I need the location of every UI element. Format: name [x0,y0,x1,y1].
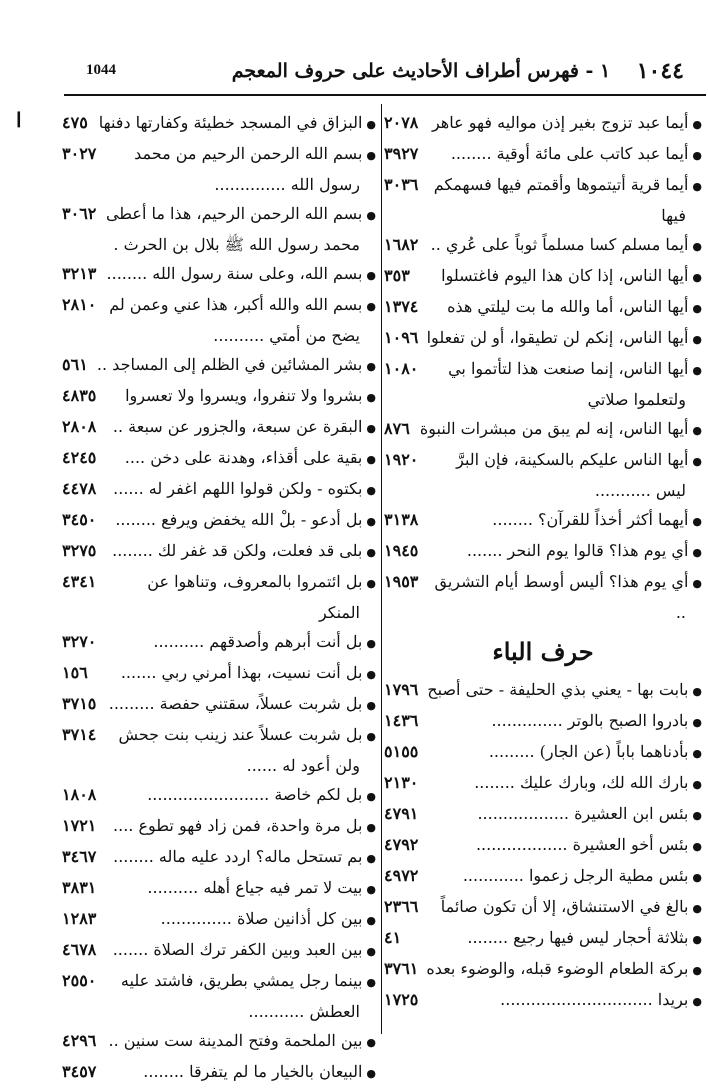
index-entry [384,354,702,414]
entry-number: ٤٧٩١ [384,804,419,823]
index-entry [62,443,376,474]
entry-label: أيها الناس، إنما صنعت هذا لتأتموا بي ولتعلموا صلاتي [448,359,689,409]
bullet-icon: ● [366,149,376,162]
entry-text [424,892,702,923]
entry-label: بشروا ولا تنفروا، ويسروا ولا تعسروا [125,386,363,405]
entry-number: ٣٢٧٠ [62,632,97,651]
bullet-icon: ● [366,883,376,896]
header-rule [64,94,706,96]
entry-number: ٤٨٣٥ [62,386,97,405]
entry-number: ٢٨١٠ [62,295,97,314]
index-entry [62,720,376,780]
index-entry [384,799,702,830]
right-entries-list [384,108,702,627]
bullet-icon: ● [692,809,702,822]
entry-number: ١٧٢٥ [384,990,419,1009]
bullet-icon: ● [692,840,702,853]
bullet-icon: ● [366,668,376,681]
entry-number: ٣١٣٨ [384,510,419,529]
index-entry [384,892,702,923]
index-entry [62,505,376,536]
index-entry [62,350,376,381]
entry-label: بادروا الصبح بالوتر .............. [491,711,689,730]
index-entry [62,780,376,811]
entry-text [424,505,702,536]
index-entry [384,505,702,536]
entry-text [102,935,376,966]
bullet-icon: ● [366,484,376,497]
bullet-icon: ● [366,577,376,590]
entry-number: ٢٠٧٨ [384,113,419,132]
entry-number: ٢٨٠٨ [62,417,97,436]
entry-label: البقرة عن سبعة، والجزور عن سبعة .. [112,417,363,436]
bullet-icon: ● [366,976,376,989]
entry-text [102,780,376,811]
bullet-icon: ● [366,546,376,559]
bullet-icon: ● [692,685,702,698]
page-number-arabic: ١٠٤٤ [636,58,684,84]
bullet-icon: ● [366,821,376,834]
section-title: حرف الباء [492,637,594,666]
entry-label: بأدناهما باباً (عن الجار) ......... [488,742,689,761]
column-divider [381,104,382,1034]
entry-label: بين الملحمة وفتح المدينة ست سنين .. [108,1031,363,1050]
index-entry [62,842,376,873]
entry-label: بين العبد وبين الكفر ترك الصلاة ....... [112,940,363,959]
index-entry [62,536,376,567]
entry-label: بثلاثة أحجار ليس فيها رجيع ........ [467,928,689,947]
bullet-icon: ● [692,515,702,528]
entry-number: ٤٧٥ [62,113,88,132]
entry-text [94,350,376,381]
entry-label: أي يوم هذا؟ أليس أوسط أيام التشريق .. [434,572,689,622]
entry-text [94,108,376,139]
index-entry [384,230,702,261]
entry-label: أيهما أكثر أخذاً للقرآن؟ ........ [492,510,689,529]
entry-text [424,737,702,768]
entry-number: ٢٣٦٦ [384,897,419,916]
bullet-icon: ● [366,300,376,313]
entry-label: بقية على أقذاء، وهدنة على دخن .... [124,448,363,467]
bullet-icon: ● [692,933,702,946]
entry-number: ٥٦١ [62,355,88,374]
index-entry [62,966,376,1026]
entry-label: بسم الله الرحمن الرحيم، هذا ما أعطى محمد رسول الله ﷺ بلال بن الحرث . [105,204,363,254]
entry-number: ٣٠٣٦ [384,175,419,194]
entry-number: ٣٤٦٧ [62,847,97,866]
entry-text [424,567,702,627]
entry-label: بالغ في الاستنشاق، إلا أن تكون صائماً [440,897,689,916]
entry-number: ١٧٩٦ [384,680,419,699]
entry-text [424,230,702,261]
entry-number: ٣٢١٣ [62,264,97,283]
entry-label: بكتوه - ولكن قولوا اللهم اغفر له ...... [113,479,363,498]
index-entry [62,381,376,412]
entry-label: بل شربت عسلاً، سقتني حفصة ......... [108,694,363,713]
left-entries-list [62,108,376,1088]
entry-text [424,830,702,861]
entry-text [102,536,376,567]
entry-label: بيت لا تمر فيه جياع أهله .......... [147,878,363,897]
entry-number: ٣٨٣١ [62,878,97,897]
entry-text [424,985,702,1016]
entry-number: ٤٣٤١ [62,572,97,591]
index-entry [62,627,376,658]
index-entry [384,445,702,505]
entry-label: أيها الناس، إنه لم يبق من مبشرات النبوة [419,419,689,438]
bullet-icon: ● [692,180,702,193]
bullet-icon: ● [692,240,702,253]
index-entry [62,904,376,935]
entry-text [102,290,376,350]
entry-label: أيها الناس، إذا كان هذا اليوم فاغتسلوا [441,266,689,285]
entry-number: ١٠٩٦ [384,328,419,347]
bullet-icon: ● [692,577,702,590]
entry-number: ٤٤٧٨ [62,479,97,498]
entry-number: ٣٠٦٢ [62,204,97,223]
bullet-icon: ● [692,778,702,791]
index-entry [384,737,702,768]
bullet-icon: ● [366,1067,376,1080]
bullet-icon: ● [692,333,702,346]
bullet-icon: ● [366,699,376,712]
bullet-icon: ● [692,118,702,131]
entry-text [424,799,702,830]
entry-number: ٤٩٧٢ [384,866,419,885]
bullet-icon: ● [366,945,376,958]
index-entry [62,873,376,904]
entry-text [102,505,376,536]
entry-text [102,873,376,904]
entry-label: أيها الناس عليكم بالسكينة، فإن البرَّ ليس ........... [456,450,689,500]
entry-text [102,381,376,412]
entry-text [102,811,376,842]
entry-number: ٥١٥٥ [384,742,419,761]
entry-text [424,323,702,354]
entry-number: ١٣٧٤ [384,297,419,316]
bullet-icon: ● [692,964,702,977]
left-column [62,108,376,1088]
bullet-icon: ● [692,149,702,162]
entry-number: ١٩٥٣ [384,572,419,591]
entry-number: ٤١ [384,928,402,947]
bullet-icon: ● [692,424,702,437]
index-entry [384,706,702,737]
index-entry [62,259,376,290]
entry-label: بسم الله الرحمن الرحيم من محمد رسول الله .............. [134,144,363,194]
bullet-icon: ● [366,360,376,373]
index-entry [62,811,376,842]
entry-text [407,923,702,954]
bullet-icon: ● [366,730,376,743]
entry-number: ٤٦٧٨ [62,940,97,959]
entry-number: ١٤٣٦ [384,711,419,730]
entry-label: أيما قرية أتيتموها وأقمتم فيها فسهمكم فيها [433,175,689,225]
entry-label: بريدا .............................. [500,990,689,1009]
entry-text [102,259,376,290]
entry-text [102,1026,376,1057]
index-entry [384,985,702,1016]
entry-text [102,412,376,443]
bullet-icon: ● [366,1036,376,1049]
index-entry [62,139,376,199]
page-title: ١ - فهرس أطراف الأحاديث على حروف المعجم [231,60,611,82]
entry-number: ٤٢٤٥ [62,448,97,467]
bullet-icon: ● [366,269,376,282]
index-entry [62,108,376,139]
index-entry [384,536,702,567]
bullet-icon: ● [692,902,702,915]
entry-label: بسم الله، وعلى سنة رسول الله ........ [106,264,363,283]
bullet-icon: ● [692,546,702,559]
entry-text [102,966,376,1026]
entry-label: أيها الناس، إنكم لن تطيقوا، أو لن تفعلوا [426,328,689,347]
entry-text [424,170,702,230]
bullet-icon: ● [692,271,702,284]
entry-label: بلى قد فعلت، ولكن قد غفر لك ........ [112,541,363,560]
bullet-icon: ● [366,453,376,466]
index-entry [62,290,376,350]
bullet-icon: ● [692,995,702,1008]
entry-text [424,954,702,985]
index-entry [384,139,702,170]
index-entry [384,954,702,985]
entry-number: ٨٧٦ [384,419,410,438]
entry-label: بينما رجل يمشي بطريق، فاشتد عليه العطش ........... [120,971,363,1021]
entry-number: ١٨٠٨ [62,785,97,804]
entry-number: ١٢٨٣ [62,909,97,928]
entry-text [102,627,376,658]
entry-label: بسم الله والله أكبر، هذا عني وعمن لم يضح من أمتي .......... [109,295,363,345]
bullet-icon: ● [366,515,376,528]
entry-text [424,536,702,567]
entry-text [424,768,702,799]
entry-number: ١٠٨٠ [384,359,419,378]
entry-number: ٣٤٥٧ [62,1062,97,1081]
entry-text [424,139,702,170]
index-entry [62,658,376,689]
page-number-latin: 1044 [86,62,116,78]
index-entry [384,675,702,706]
index-entry [384,292,702,323]
entry-label: بل أنت نسيت، بهذا أمرني ربي ....... [120,663,363,682]
entry-label: بشر المشائين في الظلم إلى المساجد .. [96,355,363,374]
entry-number: ١٦٨٢ [384,235,419,254]
index-entry [384,768,702,799]
entry-number: ٣٧٦١ [384,959,419,978]
entry-label: البزاق في المسجد خطيئة وكفارتها دفنها [98,113,363,132]
index-entry [62,935,376,966]
index-entry [384,323,702,354]
entry-text [102,474,376,505]
bullet-icon: ● [366,422,376,435]
bullet-icon: ● [692,455,702,468]
bullet-icon: ● [692,716,702,729]
entry-text [416,261,702,292]
entry-label: بئس أخو العشيرة .................. [475,835,689,854]
entry-label: أيها الناس، أما والله ما بت ليلتي هذه [447,297,689,316]
entry-label: بل أنت أبرهم وأصدقهم .......... [153,632,363,651]
entry-text [102,904,376,935]
entry-label: بل شربت عسلاً عند زينب بنت جحش ولن أعود له ...... [118,725,363,775]
entry-text [102,842,376,873]
index-entry [62,412,376,443]
entry-number: ١٩٢٠ [384,450,419,469]
entry-text [102,1057,376,1088]
entry-label: بم تستحل ماله؟ اردد عليه ماله ........ [113,847,363,866]
entry-text [102,199,376,259]
margin-mark: ا [16,108,22,132]
entry-text [416,414,702,445]
bullet-icon: ● [366,637,376,650]
entry-number: ٣٥٣ [384,266,410,285]
entry-label: بارك الله لك، وبارك عليك ........ [474,773,689,792]
bullet-icon: ● [366,209,376,222]
entry-number: ٣٤٥٠ [62,510,97,529]
entry-label: بابت بها - يعني بذي الحليفة - حتى أصبح [427,680,689,699]
entry-label: أيما عبد كاتب على مائة أوقية ........ [450,144,689,163]
entry-number: ٣٠٢٧ [62,144,97,163]
entry-text [424,292,702,323]
entry-number: ٤٢٩٦ [62,1031,97,1050]
entry-number: ١٩٤٥ [384,541,419,560]
entry-number: ١٥٦ [62,663,88,682]
entry-text [424,354,702,414]
bullet-icon: ● [692,747,702,760]
index-entry [62,567,376,627]
entry-number: ٣٧١٥ [62,694,97,713]
bullet-icon: ● [366,914,376,927]
index-entry [384,261,702,292]
entry-text [424,445,702,505]
index-entry [62,689,376,720]
entry-label: بل ائتمروا بالمعروف، وتناهوا عن المنكر [147,572,363,622]
entry-text [424,108,702,139]
index-entry [62,1026,376,1057]
entry-text [102,689,376,720]
section-entries-list [384,675,702,1016]
entry-text [102,443,376,474]
index-entry [384,170,702,230]
entry-number: ٢٥٥٠ [62,971,97,990]
bullet-icon: ● [366,790,376,803]
index-entry [62,1057,376,1088]
entry-text [424,675,702,706]
entry-number: ١٧٢١ [62,816,97,835]
bullet-icon: ● [692,871,702,884]
entry-number: ٢١٣٠ [384,773,419,792]
bullet-icon: ● [366,118,376,131]
index-entry [384,923,702,954]
entry-number: ٤٧٩٢ [384,835,419,854]
entry-label: بين كل أذانين صلاة .............. [160,909,363,928]
entry-label: البيعان بالخيار ما لم يتفرقا ........ [143,1062,363,1081]
entry-label: بل أدعو - بلْ الله يخفض ويرفع ........ [115,510,363,529]
index-entry [384,830,702,861]
entry-text [102,720,376,780]
entry-label: بل مرة واحدة، فمن زاد فهو تطوع .... [113,816,363,835]
right-column [384,108,702,1016]
entry-label: أيما عبد تزوج بغير إذن مواليه فهو عاهر [431,113,689,132]
bullet-icon: ● [366,391,376,404]
bullet-icon: ● [366,852,376,865]
index-entry [384,414,702,445]
entry-number: ٣٧١٤ [62,725,97,744]
entry-text [94,658,376,689]
entry-label: أيما مسلم كسا مسلماً ثوباً على عُري .. [430,235,689,254]
entry-label: بركة الطعام الوضوء قبله، والوضوء بعده [426,959,689,978]
entry-text [424,861,702,892]
index-entry [384,108,702,139]
index-entry [62,199,376,259]
index-entry [384,861,702,892]
bullet-icon: ● [692,302,702,315]
entry-number: ٣٩٢٧ [384,144,419,163]
index-entry [384,567,702,627]
index-entry [62,474,376,505]
entry-label: بئس ابن العشيرة .................. [477,804,689,823]
entry-text [102,567,376,627]
entry-text [424,706,702,737]
entry-text [102,139,376,199]
entry-label: بئس مطية الرجل زعموا ............ [462,866,689,885]
bullet-icon: ● [692,364,702,377]
entry-label: بل لكم خاصة ........................ [147,785,363,804]
entry-number: ٣٢٧٥ [62,541,97,560]
entry-label: أي يوم هذا؟ قالوا يوم النحر ....... [466,541,689,560]
